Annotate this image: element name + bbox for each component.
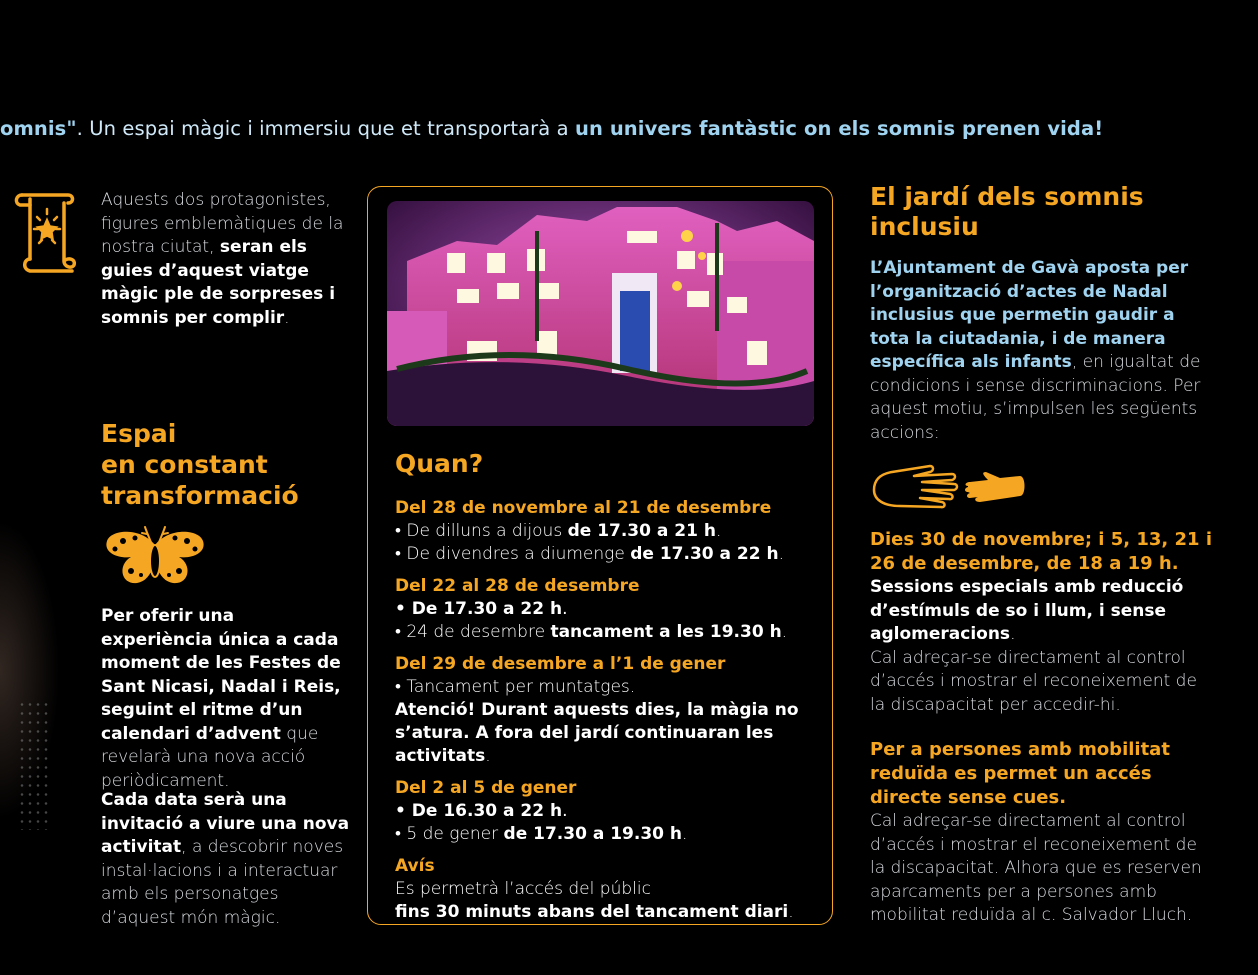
heading-espai — [101, 418, 299, 511]
advent-paragraph-normal: que revelarà una nova acció periòdicament. — [101, 723, 319, 791]
period-4-line-1: • De 16.30 a 22 h. — [395, 801, 568, 821]
heading-espai-line2: en constant — [101, 450, 268, 479]
notice-line-2-text: fins 30 minuts abans del tancament diari — [395, 902, 789, 922]
schedule-title: Quan? — [395, 449, 484, 478]
period-3-notice-text: Atenció! Durant aquests dies, la màgia no s’atura. A fora del jardí continuaran les activitats — [395, 700, 799, 766]
protagonists-text-bold: seran els guies d’aquest viatge màgic ple de sorpreses i somnis per complir — [101, 237, 336, 328]
period-2-line-1-hours: • De 17.30 a 22 h — [395, 599, 563, 619]
advent-paragraph — [101, 605, 346, 793]
period-1-heading: Del 28 de novembre al 21 de desembre — [395, 498, 772, 518]
period-2-heading: Del 22 al 28 de desembre — [395, 576, 640, 596]
intro-part1: omnis" — [0, 117, 77, 140]
period-2-line-1: • De 17.30 a 22 h. — [395, 599, 568, 619]
period-2-line-2-hours: tancament a les 19.30 h — [550, 622, 782, 642]
period-2-line-2: • 24 de desembre tancament a les 19.30 h. — [395, 622, 788, 642]
period-2-line-2-label: • 24 de desembre — [395, 622, 551, 642]
heading-espai-line1: Espai — [101, 419, 177, 448]
inclusive-intro-normal: , en igualtat de condicions i sense discriminacions. Per aquest motiu, s’impulsen les següents accions: — [870, 352, 1201, 443]
sensory-sessions-text: Cal adreçar-se directament al control d’accés i mostrar el reconeixement de la discapacitat per accedir-hi. — [870, 647, 1197, 715]
butterfly-icon — [101, 525, 209, 589]
schedule-list — [395, 497, 835, 924]
notice-line-1: Es permetrà l’accés del públic — [395, 879, 651, 899]
protagonists-text-end: . — [284, 307, 290, 328]
sensory-sessions-block — [870, 528, 1215, 717]
period-4-line-1-hours: • De 16.30 a 22 h — [395, 801, 563, 821]
heading-espai-line3: transformació — [101, 481, 299, 510]
mobility-block — [870, 738, 1215, 928]
period-4-line-2-hours: de 17.30 a 19.30 h — [503, 824, 683, 844]
invitation-paragraph-bold: Cada data serà una invitació a viure una nova activitat — [101, 790, 350, 857]
invitation-paragraph — [101, 789, 351, 930]
period-4-heading: Del 2 al 5 de gener — [395, 778, 577, 798]
advent-paragraph-bold: Per oferir una experiència única a cada moment de les Festes de Sant Nicasi, Nadal i Reis, seguint el ritme d’un calendari d’advent — [101, 606, 341, 744]
background-lights — [18, 700, 48, 830]
intro-part2: . Un espai màgic i immersiu que et transportarà a — [76, 117, 575, 140]
period-4-line-2: • 5 de gener de 17.30 a 19.30 h. — [395, 824, 688, 844]
period-3-line-1: • Tancament per muntatges. — [395, 677, 636, 697]
mobility-heading: Per a persones amb mobilitat reduïda es permet un accés directe sense cues. — [870, 739, 1170, 808]
intro-part3: un univers fantàstic on els somnis prenen vida! — [574, 117, 1104, 140]
period-1-line-2-hours: de 17.30 a 22 h — [630, 544, 779, 564]
sensory-sessions-bold-text: Sessions especials amb reducció d’estímuls de so i llum, i sense aglomeracions — [870, 577, 1184, 644]
inclusive-title: El jardí dels somnis inclusiu — [870, 182, 1144, 241]
period-4-line-2-label: • 5 de gener — [395, 824, 504, 844]
period-1-line-1-hours: de 17.30 a 21 h — [567, 521, 716, 541]
inclusive-intro — [870, 257, 1210, 445]
period-1-line-2-label: • De divendres a diumenge — [395, 544, 631, 564]
period-1-line-1-label: • De dilluns a dijous — [395, 521, 568, 541]
notice-line-2: fins 30 minuts abans del tancament diari. — [395, 902, 794, 922]
period-3-notice: Atenció! Durant aquests dies, la màgia no s’atura. A fora del jardí continuaran les activitats. — [395, 700, 799, 766]
inclusive-intro-bold: L’Ajuntament de Gavà aposta per l’organització d’actes de Nadal inclusius que permetin gaudir a tota la ciutadania, i de manera específica als infants — [870, 258, 1189, 372]
period-1-line-1: • De dilluns a dijous de 17.30 a 21 h. — [395, 521, 722, 541]
scroll-star-icon — [12, 187, 84, 277]
mobility-text: Cal adreçar-se directament al control d’accés i mostrar el reconeixement de la discapacitat. Alhora que es reserven aparcaments per a persones amb mobilitat reduïda al c. Salvador Lluch. — [870, 811, 1202, 925]
invitation-paragraph-normal: , a descobrir noves instal·lacions i a interactuar amb els personatges d’aquest món màgic. — [101, 837, 344, 928]
sensory-sessions-bold: Sessions especials amb reducció d’estímuls de so i llum, i sense aglomeracions. — [870, 577, 1184, 644]
period-1-line-2: • De divendres a diumenge de 17.30 a 22 h. — [395, 544, 785, 564]
period-3-heading: Del 29 de desembre a l’1 de gener — [395, 654, 726, 674]
notice-heading: Avís — [395, 856, 435, 876]
protagonists-text — [101, 189, 351, 330]
sensory-sessions-heading: Dies 30 de novembre; i 5, 13, 21 i 26 de desembre, de 18 a 19 h. — [870, 529, 1212, 574]
hands-icon — [870, 458, 1030, 510]
garden-photo — [387, 201, 814, 426]
protagonists-text-normal: Aquests dos protagonistes, figures emblemàtiques de la nostra ciutat, — [101, 190, 344, 257]
intro-line — [0, 117, 1258, 140]
